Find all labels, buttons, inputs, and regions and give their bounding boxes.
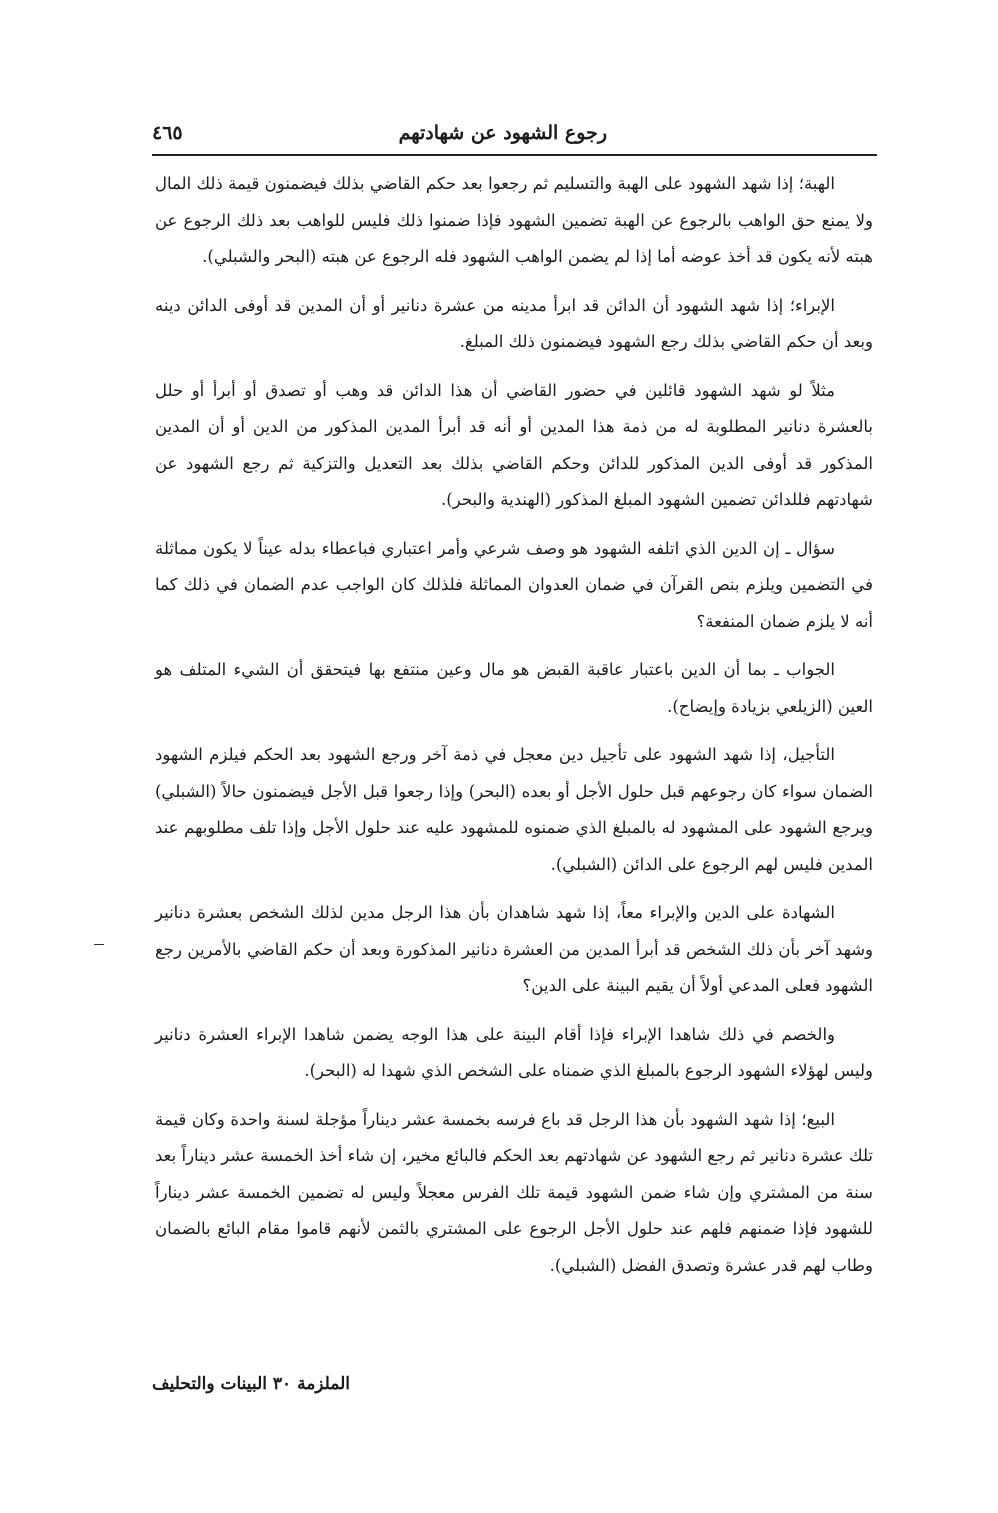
paragraph-gift: الهبة؛ إذا شهد الشهود على الهبة والتسليم ثم رجعوا بعد حكم القاضي بذلك فيضمنون قيمة ذلك المال ولا يمنع حق الواهب بالرجوع عن الهبة تضمين الشهود فإذا ضمنوا ذلك فليس للواهب بعد ذلك الرجوع عن هبته لأنه يكون قد أخذ عوضه أما إذا لم يضمن الواهب الشهود فله الرجوع عن هبته (البحر والشبلي).: [155, 174, 873, 266]
signature-footer: الملزمة ٣٠ البينات والتحليف: [152, 1374, 351, 1394]
page-body: [155, 166, 873, 1296]
page-header: [152, 118, 877, 156]
paragraph-release: الإبراء؛ إذا شهد الشهود أن الدائن قد ابرأ مدينه من عشرة دنانير أو أن المدين قد أوفى الدائن دينه وبعد أن حكم القاضي بذلك رجع الشهود فيضمنون ذلك المبلغ.: [155, 295, 873, 351]
paragraph-opponent: والخصم في ذلك شاهدا الإبراء فإذا أقام البينة على هذا الوجه يضمن شاهدا الإبراء العشرة دنانير وليس لهؤلاء الشهود الرجوع بالمبلغ الذي ضمناه على الشخص الذي شهدا له (البحر).: [155, 1024, 873, 1080]
margin-mark: [94, 944, 104, 945]
paragraph-postponement: التأجيل، إذا شهد الشهود على تأجيل دين معجل في ذمة آخر ورجع الشهود بعد الحكم فيلزم الشهود الضمان سواء كان رجوعهم قبل حلول الأجل أو بعده (البحر) وإذا رجعوا قبل الأجل فيضمنون حالاً (الشبلي) ويرجع الشهود على المشهود له بالمبلغ الذي ضمنوه للمشهود عليه عند حلول الأجل وإذا تلف مطلوبهم عند المدين فليس لهم الرجوع على الدائن (الشبلي).: [155, 745, 873, 874]
paragraph-question: سؤال ـ إن الدين الذي اتلفه الشهود هو وصف شرعي وأمر اعتباري فباعطاء بدله عيناً لا يكون مماثلة في التضمين ويلزم بنص القرآن في ضمان العدوان المماثلة فلذلك كان الواجب عدم الضمان في ذلك كما أنه لا يلزم ضمان المنفعة؟: [155, 538, 873, 631]
paragraph-debt-and-release: الشهادة على الدين والإبراء معاً، إذا شهد شاهدان بأن هذا الرجل مدين لذلك الشخص بعشرة دنانير وشهد آخر بأن ذلك الشخص قد أبرأ المدين من العشرة دنانير المذكورة وبعد أن حكم القاضي بالأمرين رجع الشهود فعلى المدعي أولاً أن يقيم البينة على الدين؟: [155, 903, 873, 995]
running-title: رجوع الشهود عن شهادتهم: [398, 122, 607, 144]
paragraph-answer: الجواب ـ بما أن الدين باعتبار عاقبة القبض هو مال وعين منتفع بها فيتحقق أن الشيء المتلف هو العين (الزيلعي بزيادة وإيضاح).: [155, 660, 873, 716]
paragraph-example: مثلاً لو شهد الشهود قائلين في حضور القاضي أن هذا الدائن قد وهب أو تصدق أو أبرأ أو حلل بالعشرة دنانير المطلوبة له من ذمة هذا المدين أو أنه قد أبرأ المدين المذكور من الدين أو أن المدين المذكور قد أوفى الدين المذكور للدائن وحكم القاضي بذلك بعد التعديل والتزكية ثم رجع الشهود عن شهادتهم فللدائن تضمين الشهود المبلغ المذكور (الهندية والبحر).: [155, 380, 873, 509]
paragraph-sale: البيع؛ إذا شهد الشهود بأن هذا الرجل قد باع فرسه بخمسة عشر ديناراً مؤجلة لسنة واحدة وكان قيمة تلك عشرة دنانير ثم رجع الشهود عن شهادتهم بعد الحكم فالبائع مخير، إن شاء أخذ الخمسة عشر ديناراً بعد سنة من المشتري وإن شاء ضمن الشهود قيمة تلك الفرس معجلاً وليس له تضمين الخمسة عشر ديناراً للشهود فإذا ضمنهم فلهم عند حلول الأجل الرجوع على المشتري بالثمن لأنهم قاموا مقام البائع بالضمان وطاب لهم قدر عشرة وتصدق الفضل (الشبلي).: [155, 1109, 873, 1275]
page-number: ٤٦٥: [152, 122, 183, 144]
